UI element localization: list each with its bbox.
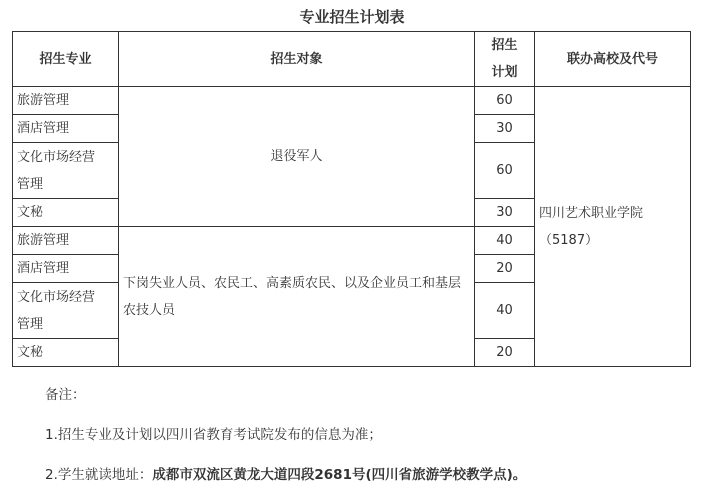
target-cell-veterans: 退役军人 — [119, 87, 475, 227]
major-cell: 酒店管理 — [13, 255, 119, 283]
major-cell: 酒店管理 — [13, 115, 119, 143]
note-item-2-address: 成都市双流区黄龙大道四段2681号(四川省旅游学校教学点)。 — [152, 467, 527, 483]
major-cell: 旅游管理 — [13, 227, 119, 255]
major-cell: 旅游管理 — [13, 87, 119, 115]
major-cell — [13, 283, 119, 339]
header-school: 联办高校及代号 — [535, 32, 691, 87]
major-cell: 文秘 — [13, 339, 119, 367]
count-cell: 20 — [475, 339, 535, 367]
header-count-text: 招生 计划 — [491, 38, 518, 80]
enrollment-plan-table — [12, 31, 691, 367]
major-cell — [13, 143, 119, 199]
note-item-2 — [45, 463, 526, 483]
note-item-1: 1.招生专业及计划以四川省教育考试院发布的信息为准； — [45, 427, 382, 443]
count-cell: 40 — [475, 283, 535, 339]
count-cell: 40 — [475, 227, 535, 255]
count-cell: 60 — [475, 143, 535, 199]
notes-label: 备注： — [45, 387, 86, 403]
header-major: 招生专业 — [13, 32, 119, 87]
note-item-2-prefix: 2.学生就读地址： — [45, 467, 153, 483]
count-cell: 30 — [475, 115, 535, 143]
target-cell-workers: 下岗失业人员、农民工、高素质农民、以及企业员工和基层农技人员 — [119, 227, 475, 367]
table-header-row — [13, 32, 691, 87]
table-row — [13, 87, 691, 115]
page-title: 专业招生计划表 — [299, 8, 405, 26]
major-text: 文化市场经营 管理 — [17, 149, 96, 192]
count-cell: 60 — [475, 87, 535, 115]
count-cell: 20 — [475, 255, 535, 283]
major-text: 文化市场经营 管理 — [17, 289, 96, 332]
count-cell: 30 — [475, 199, 535, 227]
major-cell: 文秘 — [13, 199, 119, 227]
school-text: 四川艺术职业学院（5187） — [539, 205, 644, 248]
header-count — [475, 32, 535, 87]
school-cell — [535, 87, 691, 367]
header-target: 招生对象 — [119, 32, 475, 87]
